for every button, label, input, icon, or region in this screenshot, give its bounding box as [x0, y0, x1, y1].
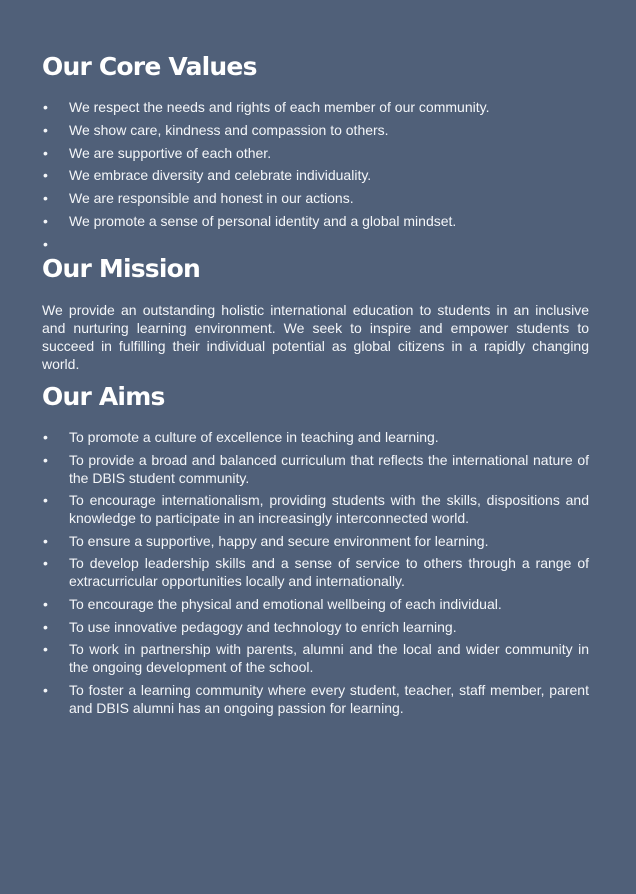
core-values-heading: Our Core Values	[42, 52, 257, 81]
bullet-icon: •	[43, 451, 48, 468]
list-item-text: We respect the needs and rights of each member of our community.	[69, 99, 490, 115]
bullet-icon: •	[43, 532, 48, 549]
list-item-text: To use innovative pedagogy and technology to enrich learning.	[69, 618, 457, 635]
list-item	[42, 144, 589, 162]
list-item-text: To encourage the physical and emotional wellbeing of each individual.	[69, 595, 502, 612]
bullet-icon: •	[43, 555, 48, 572]
list-item	[42, 451, 589, 487]
list-item	[42, 121, 589, 139]
bullet-icon: •	[43, 681, 48, 698]
bullet-icon: •	[43, 618, 48, 635]
bullet-icon: •	[43, 167, 48, 184]
list-item-text: We promote a sense of personal identity and a global mindset.	[69, 212, 457, 229]
list-item	[42, 554, 589, 590]
mission-heading: Our Mission	[42, 254, 201, 283]
bullet-icon: •	[43, 144, 48, 161]
list-item-text: To foster a learning community where every student, teacher, staff member, parent and DBIS alumni has an ongoing passion for learning.	[69, 681, 589, 716]
list-item	[42, 212, 589, 230]
list-item-text: To promote a culture of excellence in teaching and learning.	[69, 429, 439, 445]
list-item-empty	[42, 235, 589, 253]
bullet-icon: •	[43, 641, 48, 658]
list-item-text: To develop leadership skills and a sense of service to others through a range of extracurricular opportunities locally and internationally.	[69, 555, 589, 590]
list-item-text: We are responsible and honest in our actions.	[69, 190, 354, 207]
list-item	[42, 491, 589, 527]
bullet-icon: •	[43, 595, 48, 612]
mission-paragraph: We provide an outstanding holistic international education to students in an inclusive and nurturing learning environment. We seek to inspire and empower students to succeed in fulfilling their individual potential as global citizens in a rapidly changing world.	[42, 302, 589, 372]
list-item-text: We show care, kindness and compassion to others.	[69, 121, 389, 138]
list-item-text: To ensure a supportive, happy and secure environment for learning.	[69, 532, 489, 549]
list-item	[42, 640, 589, 676]
list-item	[42, 595, 589, 613]
list-item	[42, 98, 589, 116]
bullet-icon: •	[43, 99, 48, 115]
list-item-text: To provide a broad and balanced curriculum that reflects the international nature of the DBIS student community.	[69, 451, 589, 486]
bullet-icon: •	[43, 492, 48, 509]
aims-list	[42, 428, 589, 721]
bullet-icon: •	[43, 429, 48, 445]
list-item	[42, 166, 589, 184]
list-item-text: We embrace diversity and celebrate individuality.	[69, 167, 372, 184]
list-item-text: To encourage internationalism, providing students with the skills, dispositions and knowledge to participate in an increasingly interconnected world.	[69, 492, 589, 527]
list-item	[42, 189, 589, 207]
bullet-icon: •	[43, 235, 48, 252]
list-item	[42, 532, 589, 550]
list-item	[42, 681, 589, 717]
list-item-text: We are supportive of each other.	[69, 144, 272, 161]
core-values-list	[42, 98, 589, 258]
bullet-icon: •	[43, 212, 48, 229]
aims-heading: Our Aims	[42, 382, 165, 411]
bullet-icon: •	[43, 121, 48, 138]
list-item-text: To work in partnership with parents, alumni and the local and wider community in the ongoing development of the school.	[69, 641, 589, 676]
bullet-icon: •	[43, 190, 48, 207]
list-item	[42, 428, 589, 446]
list-item	[42, 618, 589, 636]
